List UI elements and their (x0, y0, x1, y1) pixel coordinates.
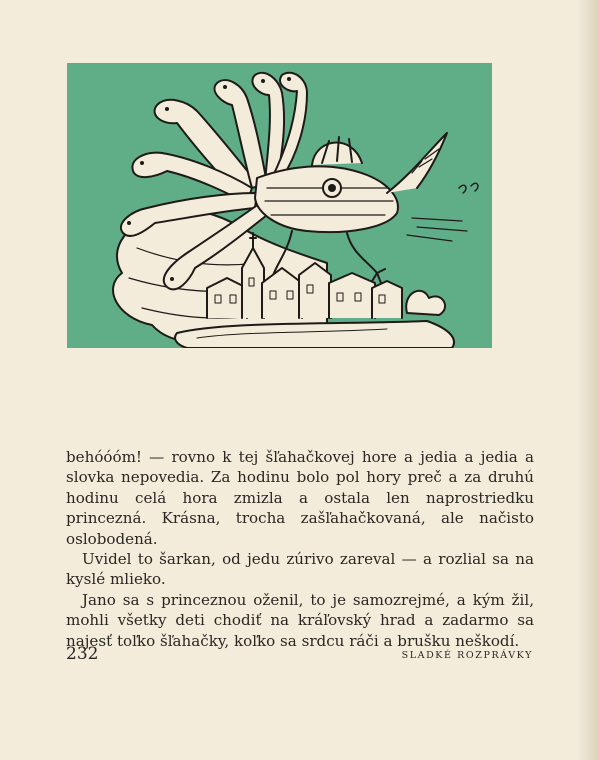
body-text (66, 447, 534, 651)
running-title: SLADKÉ ROZPRÁVKY (401, 650, 533, 661)
page-number: 232 (66, 644, 99, 664)
paragraph: behóóóm! — rovno k tej šľahačkovej hore a jedia a jedia a slovka nepovedia. Za hodinu bolo pol hory preč a za druhú hodinu celá hora zmizla a ostala len naprostriedku princezná. Krásna, trocha zašľahačkovaná, ale načisto oslobodená. (66, 448, 534, 548)
page-footer (66, 644, 533, 668)
paragraph: Uvidel to šarkan, od jedu zúrivo zareval — a rozlial sa na kyslé mlieko. (66, 550, 534, 589)
page-edge-shadow (577, 0, 599, 760)
paragraph: Jano sa s princeznou oženil, to je samozrejmé, a kým žil, mohli všetky deti chodiť na kráľovský hrad a zadarmo sa najesť toľko šľahačky, koľko sa srdcu ráči a brušku neškodí. (66, 590, 534, 650)
illustration (67, 63, 492, 348)
dragon-over-town-icon (67, 63, 492, 348)
